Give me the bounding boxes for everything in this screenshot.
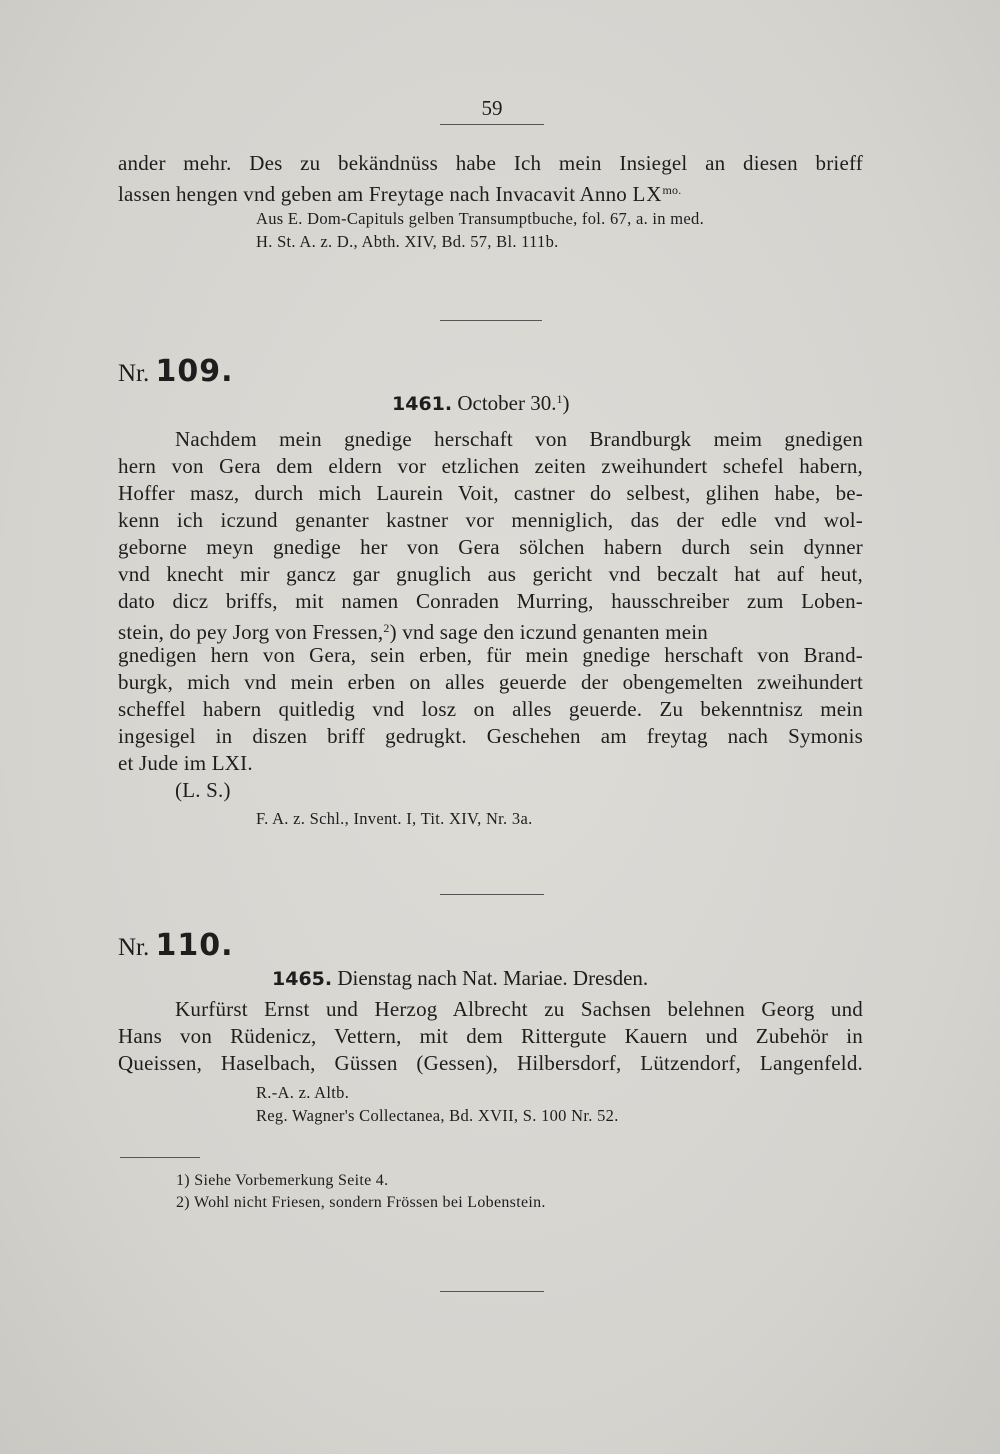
continuation-line-1: ander mehr. Des zu bekändnüss habe Ich mein Insiegel an diesen brieff	[118, 151, 863, 175]
body-line: vnd knecht mir gancz gar gnuglich aus gericht vnd beczalt hat auf heut,	[118, 562, 863, 586]
body-line: scheffel habern quitledig vnd losz on alles geuerde. Zu bekenntnisz mein	[118, 697, 863, 721]
footnote	[176, 1194, 546, 1212]
document-date	[272, 966, 648, 991]
footnote-mark: 2)	[176, 1194, 190, 1211]
footnote	[176, 1172, 388, 1190]
source-line-2: H. St. A. z. D., Abth. XIV, Bd. 57, Bl. 111b.	[256, 232, 559, 251]
nr-number: 109.	[155, 354, 234, 389]
body-line-part: stein, do pey Jorg von Fressen,	[118, 620, 384, 644]
section-divider	[440, 320, 542, 321]
nr-label: Nr.	[118, 360, 150, 387]
source-line: R.-A. z. Altb.	[256, 1083, 350, 1102]
document-number	[118, 354, 234, 389]
footnote-text: Wohl nicht Friesen, sondern Frössen bei Lobenstein.	[193, 1194, 546, 1211]
source-line-1: Aus E. Dom-Capituls gelben Transumptbuche, fol. 67, a. in med.	[256, 209, 705, 228]
footer-rule	[440, 1291, 544, 1292]
header-rule	[440, 124, 544, 125]
anno-mark: LX	[632, 182, 663, 206]
body-line: Nachdem mein gnedige herschaft von Brandburgk meim gnedigen	[175, 427, 863, 451]
body-line: Queissen, Haselbach, Güssen (Gessen), Hilbersdorf, Lützendorf, Langenfeld.	[118, 1051, 863, 1075]
footnote-rule	[120, 1157, 200, 1158]
anno-sup: mo.	[662, 183, 682, 197]
body-line: hern von Gera dem eldern vor etzlichen zeiten zweihundert schefel habern,	[118, 454, 863, 478]
body-line: Hans von Rüdenicz, Vettern, mit dem Rittergute Kauern und Zubehör in	[118, 1024, 863, 1048]
footnote-text: Siehe Vorbemerkung Seite 4.	[194, 1172, 389, 1189]
continuation-line-2-text: lassen hengen vnd geben am Freytage nach Invacavit Anno	[118, 182, 628, 206]
source-line: Reg. Wagner's Collectanea, Bd. XVII, S. 100 Nr. 52.	[256, 1106, 619, 1125]
continuation-line-2	[118, 177, 681, 207]
source-line: F. A. z. Schl., Invent. I, Tit. XIV, Nr. 3a.	[256, 809, 533, 828]
body-line: burgk, mich vnd mein erben on alles geuerde der obengemelten zweihundert	[118, 670, 863, 694]
section-divider	[440, 894, 544, 895]
body-line: geborne meyn gnedige her von Gera sölchen habern durch sein dynner	[118, 535, 863, 559]
footnote-ref: 1	[556, 392, 563, 406]
body-line-part: ) vnd sage den iczund genanten mein	[389, 620, 708, 644]
date-text: October 30.	[457, 391, 557, 415]
date-year: 1461.	[392, 393, 453, 415]
footnote-mark: 1)	[176, 1172, 190, 1189]
body-line: kenn ich iczund genanter kastner vor menniglich, das der edle vnd wol-	[118, 508, 863, 532]
document-date: 1461. October 30.$^1$)	[392, 391, 570, 415]
date-text: Dienstag nach Nat. Mariae. Dresden.	[337, 966, 649, 990]
footnote-ref: 2	[383, 621, 390, 635]
body-line: dato dicz briffs, mit namen Conraden Murring, hausschreiber zum Loben-	[118, 589, 863, 613]
document-number	[118, 928, 234, 963]
page-number: 59	[481, 96, 503, 120]
body-line: Hoffer masz, durch mich Laurein Voit, castner do selbest, glihen habe, be-	[118, 481, 863, 505]
seal-mark: (L. S.)	[175, 778, 231, 802]
body-line: Kurfürst Ernst und Herzog Albrecht zu Sachsen belehnen Georg und	[175, 997, 863, 1021]
date-year: 1465.	[272, 968, 333, 990]
body-line: et Jude im LXI.	[118, 751, 253, 775]
body-line	[118, 615, 863, 645]
body-line: gnedigen hern von Gera, sein erben, für mein gnedige herschaft von Brand-	[118, 643, 863, 667]
nr-label: Nr.	[118, 934, 150, 961]
nr-number: 110.	[155, 928, 234, 963]
body-line: ingesigel in diszen briff gedrugkt. Geschehen am freytag nach Symonis	[118, 724, 863, 748]
